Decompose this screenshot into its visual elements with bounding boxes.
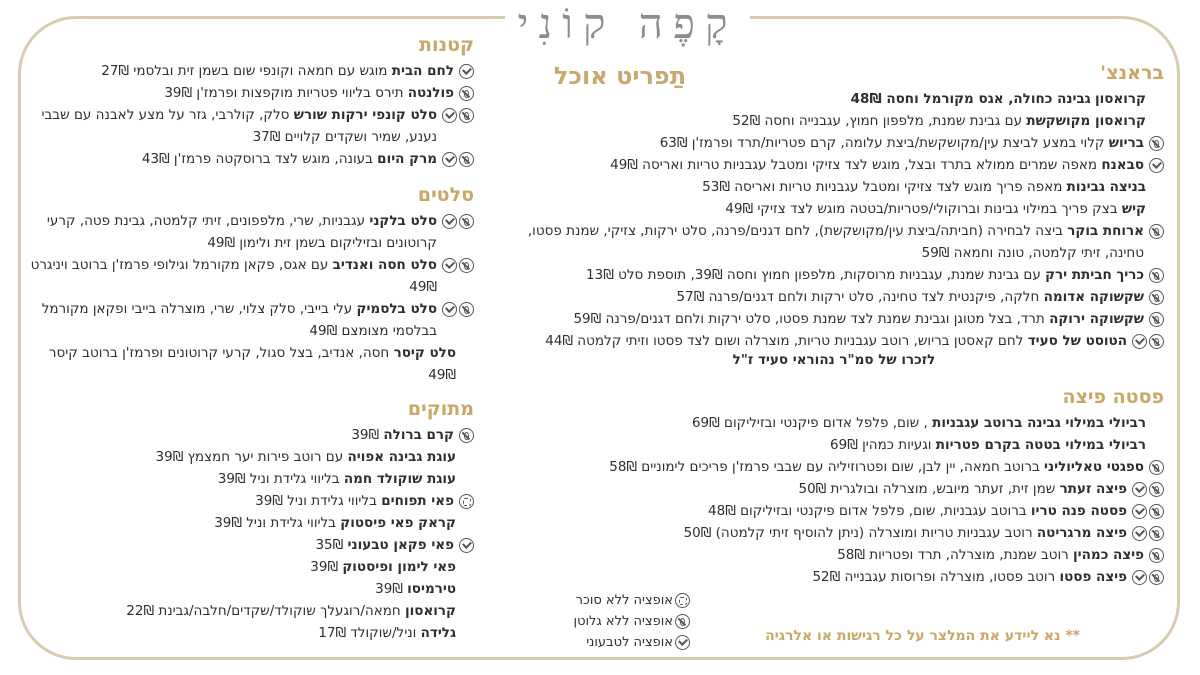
menu-item-name: סבאנח — [1101, 157, 1144, 173]
vegan-icon — [442, 108, 457, 123]
menu-item-desc: חלקה, פיקנטית לצד טחינה, סלט ירקות ולחם דגנים/פרנה 57₪ — [676, 289, 1040, 305]
diet-icons — [440, 210, 474, 232]
vegan-icon — [1132, 334, 1147, 349]
menu-item-desc: חסה, אנדיב, בצל סגול, קרעי קרוטונים ופרמז'ן ברוטב קיסר 49₪ — [48, 345, 456, 383]
pasta-pizza-list — [504, 412, 1164, 588]
menu-item — [504, 434, 1164, 456]
menu-item — [504, 198, 1164, 220]
menu-item-desc: 39₪ — [310, 559, 339, 575]
menu-item-text — [504, 412, 1146, 434]
menu-item-text — [504, 500, 1127, 522]
icon-spacer — [456, 556, 474, 578]
menu-item-text — [504, 434, 1146, 456]
menu-item — [504, 566, 1164, 588]
menu-item-desc: גבינה כחולה, אגס מקורמל וחסה 48₪ — [850, 91, 1091, 107]
diet-icons — [457, 490, 474, 512]
gluten-free-icon — [1149, 460, 1164, 475]
brunch-list — [504, 88, 1164, 352]
diet-icons — [440, 254, 474, 276]
menu-item-name: סלט בלקני — [369, 213, 437, 229]
menu-item-desc: ביצה לבחירה (חביתה/ביצת עין/מקושקשת), לחם דגנים/פרנה, סלט ירקות, צזיקי, שמנת פסטו, טחינה, זיתי קלמטה, טונה וחמאה 59₪ — [527, 223, 1144, 261]
menu-item-text — [504, 522, 1127, 544]
menu-item-name: קרואסון — [1095, 91, 1146, 107]
menu-item — [30, 60, 474, 82]
menu-item-desc: עגבניות, שרי, מלפפונים, זיתי קלמטה, גבינת פטה, קרעי קרוטונים ובזיליקום בשמן זית ולימון 49₪ — [46, 213, 437, 251]
menu-item-text — [30, 490, 454, 512]
menu-item — [504, 330, 1164, 352]
section-title-desserts: מתוקים — [407, 398, 474, 420]
vegan-icon — [459, 64, 474, 79]
menu-item-desc: , שום, פלפל אדום פיקנטי ובזיליקום 69₪ — [691, 415, 928, 431]
menu-item-desc: חמאה/רוגעלך שוקולד/שקדים/חלבה/גבינת 22₪ — [126, 603, 401, 619]
menu-item-name: פאי תפוחים — [381, 493, 454, 509]
menu-item — [30, 556, 474, 578]
diet-icons — [440, 148, 474, 170]
menu-item-text — [30, 82, 454, 104]
menu-item-desc: סלק, קולרבי, גזר על מצע לאבנה עם שבבי נענע, שמיר ושקדים קלויים 37₪ — [41, 107, 437, 145]
menu-item-name: סלט קיסר — [393, 345, 456, 361]
menu-item — [504, 176, 1164, 198]
menu-item-desc: עם גבינת שמנת, עגבניות מרוסקות, מלפפון חמוץ וחסה 39₪, תוספת סלט 13₪ — [586, 267, 1041, 283]
icon-spacer — [456, 600, 474, 622]
menu-item — [30, 254, 474, 298]
menu-item-desc: לחם קאסטן בריוש, רוטב עגבניות טריות, מוצרלה ושום לצד פסטו וזיתי קלמטה 44₪ — [545, 333, 1024, 349]
menu-item-desc: בעונה, מוגש לצד ברוסקטה פרמז'ן 43₪ — [141, 151, 373, 167]
small-list — [30, 60, 474, 170]
menu-item — [30, 490, 474, 512]
menu-item-name: קיש — [1121, 201, 1146, 217]
menu-item-text — [504, 198, 1146, 220]
vegan-icon — [675, 635, 690, 650]
menu-item-name: סלט חסה ואנדיב — [332, 257, 437, 273]
legend-label: אופציה ללא סוכר — [575, 593, 673, 608]
menu-item — [30, 468, 474, 490]
menu-item-name: פסטה פנה טריו — [1030, 503, 1127, 519]
menu-title: תַפריט אוכל — [553, 62, 687, 90]
menu-item — [30, 600, 474, 622]
menu-item-desc: תרד, בצל מטוגן וגבינת שמנת לצד שמנת פסטו, סלט ירקות ולחם דגנים/פרנה 59₪ — [573, 311, 1045, 327]
diet-icons — [1130, 478, 1164, 500]
vegan-icon — [1132, 504, 1147, 519]
menu-item — [504, 412, 1164, 434]
menu-item — [504, 522, 1164, 544]
menu-item-name: שקשוקה אדומה — [1043, 289, 1144, 305]
menu-item-name: פולנטה — [407, 85, 454, 101]
vegan-icon — [442, 214, 457, 229]
menu-item-name: קרואסון מקושקשת — [1026, 113, 1146, 129]
vegan-icon — [1132, 526, 1147, 541]
menu-item-name: הטוסט של סעיד — [1027, 333, 1127, 349]
menu-item-desc: שמן זית, זעתר מיובש, מוצרלה ובולגרית 50₪ — [798, 481, 1056, 497]
menu-item-desc: וניל/שוקולד 17₪ — [318, 625, 417, 641]
diet-icons — [1147, 544, 1164, 566]
menu-item-desc: תירס בליווי פטריות מוקפצות ופרמז'ן 39₪ — [164, 85, 404, 101]
menu-item-name: פאי פקאן טבעוני — [347, 537, 454, 553]
salads-list — [30, 210, 474, 386]
menu-item-desc: עלי בייבי, סלק צלוי, שרי, מוצרלה בייבי ופקאן מקורמל בבלסמי מצומצם 49₪ — [41, 301, 437, 339]
menu-item-text — [30, 446, 456, 468]
menu-item — [504, 220, 1164, 264]
menu-item — [504, 154, 1164, 176]
menu-item-name: פאי לימון ופיסטוק — [342, 559, 456, 575]
menu-item-name: פיצה כמהין — [1073, 547, 1144, 563]
right-column — [504, 56, 1164, 588]
icon-spacer — [456, 578, 474, 600]
diet-icons — [1130, 522, 1164, 544]
menu-item-name: סלט בלסמיק — [356, 301, 437, 317]
menu-item-text — [30, 424, 454, 446]
menu-item-desc: רוטב שמנת, מוצרלה, תרד ופטריות 58₪ — [837, 547, 1069, 563]
icon-spacer — [456, 342, 474, 386]
section-title-small: קטנות — [418, 34, 474, 56]
gluten-free-icon — [459, 86, 474, 101]
menu-item-desc: עם רוטב פירות יער חמצמץ 39₪ — [155, 449, 344, 465]
icon-legend — [540, 590, 690, 653]
menu-item-text — [30, 210, 437, 254]
menu-item-name: קרואסון — [405, 603, 456, 619]
menu-item-name: כריך חביתת ירק — [1045, 267, 1144, 283]
diet-icons — [1147, 220, 1164, 242]
menu-item-desc: בליווי גלידת וניל 39₪ — [255, 493, 377, 509]
menu-item-desc: וגעיות כמהין 69₪ — [830, 437, 932, 453]
menu-item-text — [30, 556, 456, 578]
menu-item-text — [30, 622, 456, 644]
menu-item — [30, 622, 474, 644]
gluten-free-icon — [675, 614, 690, 629]
menu-item-text — [30, 468, 456, 490]
menu-item-text — [504, 176, 1146, 198]
menu-item-desc: רוטב פסטו, מוצרלה ופרוסות עגבנייה 52₪ — [812, 569, 1056, 585]
menu-item-text — [504, 566, 1127, 588]
menu-item-text — [504, 544, 1144, 566]
gluten-free-icon — [1149, 290, 1164, 305]
menu-item — [504, 478, 1164, 500]
diet-icons — [457, 60, 474, 82]
diet-icons — [457, 534, 474, 556]
menu-item — [504, 264, 1164, 286]
gluten-free-icon — [459, 258, 474, 273]
menu-item-name: גלידה — [420, 625, 456, 641]
diet-icons — [1147, 154, 1164, 176]
menu-item-desc: רוטב עגבניות טריות ומוצרלה (ניתן להוסיף זיתי קלמטה) 50₪ — [683, 525, 1033, 541]
vegan-icon — [1132, 482, 1147, 497]
menu-item-desc: 39₪ — [351, 427, 380, 443]
sugar-free-icon — [675, 593, 690, 608]
menu-item-text — [504, 264, 1144, 286]
menu-item-name: שקשוקה ירוקה — [1049, 311, 1144, 327]
gluten-free-icon — [459, 214, 474, 229]
legend-row — [540, 632, 690, 653]
gluten-free-icon — [1149, 570, 1164, 585]
menu-item — [504, 544, 1164, 566]
menu-item-name: לחם הבית — [391, 63, 454, 79]
menu-item-name: ספגטי טאליוליני — [1044, 459, 1144, 475]
menu-item-name: רביולי במילוי גבינה ברוטב עגבניות — [932, 415, 1146, 431]
menu-item-name: ארוחת בוקר — [1067, 223, 1144, 239]
gluten-free-icon — [1149, 312, 1164, 327]
menu-item — [30, 82, 474, 104]
menu-item-desc: 39₪ — [375, 581, 403, 597]
menu-item-text — [504, 478, 1127, 500]
diet-icons — [1147, 286, 1164, 308]
menu-item-text — [504, 154, 1144, 176]
gluten-free-icon — [459, 428, 474, 443]
gluten-free-icon — [1149, 482, 1164, 497]
diet-icons — [1147, 456, 1164, 478]
menu-item-name: עוגת גבינה אפויה — [347, 449, 456, 465]
menu-item-name: פיצה זעתר — [1059, 481, 1127, 497]
menu-item-name: טירמיסו — [407, 581, 456, 597]
vegan-icon — [442, 302, 457, 317]
menu-item-text — [504, 220, 1144, 264]
left-column — [30, 28, 474, 644]
menu-item-name: עוגת שוקולד חמה — [343, 471, 456, 487]
menu-item-text — [30, 534, 454, 556]
menu-item-desc: מאפה שמרים ממולא בתרד ובצל, מוגש לצד צזיקי ומטבל עגבניות טריות ואריסה 49₪ — [610, 157, 1098, 173]
icon-spacer — [1146, 110, 1164, 132]
gluten-free-icon — [459, 108, 474, 123]
menu-item — [30, 512, 474, 534]
menu-item-text — [30, 600, 456, 622]
menu-item-text — [504, 456, 1144, 478]
menu-item — [30, 210, 474, 254]
menu-item-text — [30, 148, 437, 170]
diet-icons — [1130, 330, 1164, 352]
legend-row — [540, 590, 690, 611]
menu-item-desc: עם גבינת שמנת, מלפפון חמוץ, עגבנייה וחסה 52₪ — [732, 113, 1023, 129]
menu-item-name: פיצה מרגריטה — [1036, 525, 1127, 541]
icon-spacer — [1146, 412, 1164, 434]
menu-item — [504, 132, 1164, 154]
memorial-note: לזכרו של סמ"ר נהוראי סעיד ז"ל — [732, 352, 936, 368]
menu-item-text — [504, 110, 1146, 132]
menu-item-text — [30, 254, 437, 298]
allergy-note: ** נא ליידע את המלצר על כל רגישות או אלרגיה — [765, 628, 1080, 644]
menu-item-name: רביולי במילוי בטטה בקרם פטריות — [935, 437, 1146, 453]
menu-item — [30, 578, 474, 600]
section-title-salads: סלטים — [417, 184, 474, 206]
icon-spacer — [456, 468, 474, 490]
gluten-free-icon — [1149, 334, 1164, 349]
menu-item-text — [504, 308, 1144, 330]
sugar-free-icon — [459, 494, 474, 509]
menu-item-desc: בצק פריך במילוי גבינות וברוקולי/פטריות/בטטה מוגש לצד צזיקי 49₪ — [725, 201, 1118, 217]
menu-item-text — [504, 286, 1144, 308]
menu-item-name: מרק היום — [377, 151, 437, 167]
gluten-free-icon — [1149, 268, 1164, 283]
menu-item — [30, 446, 474, 468]
diet-icons — [1130, 500, 1164, 522]
diet-icons — [457, 424, 474, 446]
menu-item — [30, 104, 474, 148]
menu-item — [30, 342, 474, 386]
menu-item-desc: בליווי גלידת וניל 39₪ — [214, 515, 336, 531]
cafe-logo: קָפֶה קוֹנִי — [517, 0, 738, 48]
menu-item-text — [504, 132, 1144, 154]
menu-item-name: פיצה פסטו — [1059, 569, 1127, 585]
icon-spacer — [1146, 176, 1164, 198]
menu-item-name: קרם ברולה — [383, 427, 454, 443]
diet-icons — [1130, 566, 1164, 588]
gluten-free-icon — [1149, 548, 1164, 563]
menu-item-desc: מאפה פריך מוגש לצד צזיקי ומטבל עגבניות טריות ואריסה 53₪ — [702, 179, 1063, 195]
menu-item — [30, 534, 474, 556]
menu-item — [30, 424, 474, 446]
menu-item-desc: עם אגס, פקאן מקורמל וגילופי פרמז'ן ברוטב ויניגרט 49₪ — [30, 257, 437, 295]
menu-item-text — [504, 330, 1127, 352]
menu-item-text — [30, 342, 456, 386]
menu-item-desc: 35₪ — [315, 537, 344, 553]
menu-item — [504, 286, 1164, 308]
vegan-icon — [1132, 570, 1147, 585]
icon-spacer — [456, 446, 474, 468]
diet-icons — [440, 298, 474, 320]
diet-icons — [457, 82, 474, 104]
menu-item — [504, 110, 1164, 132]
section-title-brunch: בראנצ' — [1100, 62, 1164, 84]
menu-item-text — [30, 104, 437, 148]
menu-item — [504, 456, 1164, 478]
menu-item-text — [30, 512, 456, 534]
gluten-free-icon — [459, 302, 474, 317]
legend-label: אופציה ללא גלוטן — [573, 614, 673, 629]
vegan-icon — [442, 152, 457, 167]
menu-item-desc: ברוטב עגבניות, שום, פלפל אדום פיקנטי ובזיליקום 48₪ — [708, 503, 1027, 519]
menu-item-text — [30, 298, 437, 342]
menu-item-desc: בליווי גלידת וניל 39₪ — [217, 471, 340, 487]
icon-spacer — [456, 622, 474, 644]
gluten-free-icon — [1149, 526, 1164, 541]
menu-item-desc: מוגש עם חמאה וקונפי שום בשמן זית ובלסמי 27₪ — [101, 63, 388, 79]
gluten-free-icon — [1149, 136, 1164, 151]
menu-item-name: בריוש — [1108, 135, 1144, 151]
desserts-list — [30, 424, 474, 644]
section-title-pasta-pizza: פסטה פיצה — [1062, 386, 1164, 408]
menu-item — [30, 148, 474, 170]
menu-item — [504, 500, 1164, 522]
gluten-free-icon — [1149, 504, 1164, 519]
diet-icons — [440, 104, 474, 126]
diet-icons — [1147, 264, 1164, 286]
menu-item — [504, 88, 1164, 110]
legend-label: אופציה לטבעוני — [586, 635, 673, 650]
menu-item — [30, 298, 474, 342]
icon-spacer — [1146, 434, 1164, 456]
menu-item-text — [504, 88, 1146, 110]
menu-item-desc: קלוי במצע לביצת עין/מקושקשת/ביצת עלומה, קרם פטריות/תרד ופרמז'ן 63₪ — [659, 135, 1105, 151]
icon-spacer — [1146, 198, 1164, 220]
menu-item-name: קראק פאי פיסטוק — [340, 515, 456, 531]
menu-item-name: סלט קונפי ירקות שורש — [293, 107, 437, 123]
legend-row — [540, 611, 690, 632]
menu-item-name: בניצה גבינות — [1066, 179, 1146, 195]
gluten-free-icon — [1149, 224, 1164, 239]
menu-item-desc: ברוטב חמאה, יין לבן, שום ופטרוזיליה עם שבבי פרמז'ן פריכים לימוניים 58₪ — [609, 459, 1040, 475]
icon-spacer — [456, 512, 474, 534]
vegan-icon — [1149, 158, 1164, 173]
menu-item-text — [30, 578, 456, 600]
diet-icons — [1147, 132, 1164, 154]
menu-item — [504, 308, 1164, 330]
diet-icons — [1147, 308, 1164, 330]
icon-spacer — [1146, 88, 1164, 110]
vegan-icon — [442, 258, 457, 273]
vegan-icon — [459, 538, 474, 553]
gluten-free-icon — [459, 152, 474, 167]
menu-item-text — [30, 60, 454, 82]
